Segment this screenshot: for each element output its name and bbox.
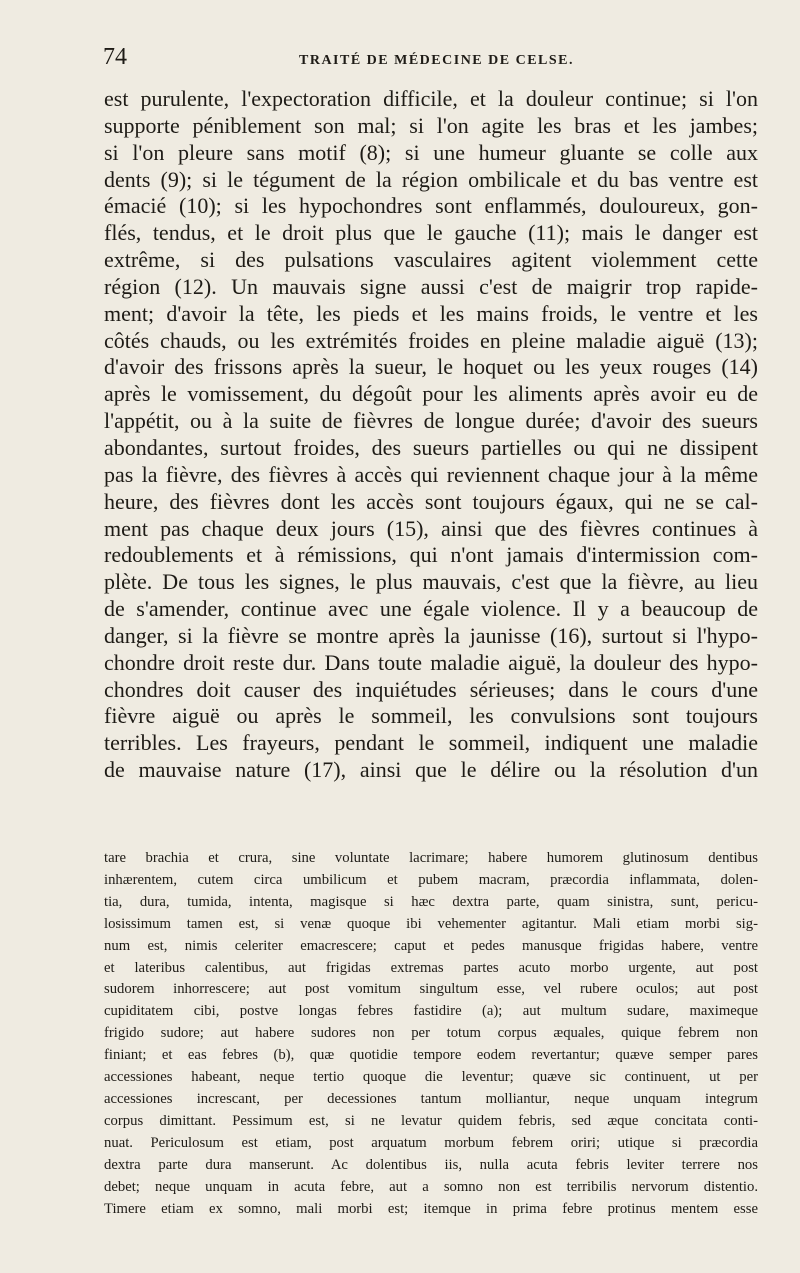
latin-line: accessiones increscant, per decessiones tantum molliantur, neque unquam integrum [104,1090,758,1107]
text-line: abondantes, surtout froides, des sueurs partielles ou qui ne dissipent [104,434,758,460]
text-line: supporte péniblement son mal; si l'on agite les bras et les jambes; [104,112,758,138]
running-title: TRAITÉ DE MÉDECINE DE CELSE. [299,53,574,68]
text-line: flés, tendus, et le droit plus que le gauche (11); mais le danger est [104,220,758,246]
latin-line: debet; neque unquam in acuta febre, aut a somno non est terribilis nervorum distentio. [104,1178,758,1195]
latin-line: dextra parte dura manserunt. Ac dolentibus iis, nulla acuta febris leviter terrere nos [104,1156,758,1173]
latin-original-text [104,848,758,1220]
latin-line: tia, dura, tumida, intenta, magisque si hæc dextra parte, quam sinistra, sunt, pericu- [104,893,758,910]
text-line: pas la fièvre, des fièvres à accès qui reviennent chaque jour à la même [104,461,758,487]
latin-line: num est, nimis celeriter emacrescere; caput et pedes manusque frigidas habere, ventre [104,937,758,954]
latin-line: losissimum tamen est, si venæ quoque ibi vehementer agitantur. Mali etiam morbi sig- [104,915,758,932]
latin-line: tare brachia et crura, sine voluntate lacrimare; habere humorem glutinosum dentibus [104,850,758,866]
page-header [103,44,783,78]
latin-line: Timere etiam ex somno, mali morbi est; itemque in prima febre protinus mentem esse [104,1200,758,1217]
text-line: chondres doit causer des inquiétudes sérieuses; dans le cours d'une [104,676,758,702]
text-line: plète. De tous les signes, le plus mauvais, c'est que la fièvre, au lieu [104,569,758,595]
text-line: région (12). Un mauvais signe aussi c'est de maigrir trop rapide- [104,273,758,299]
latin-line: finiant; et eas febres (b), quæ quotidie tempore eodem revertantur; quæve semper pares [104,1047,758,1064]
latin-line: cupiditatem cibi, postve longas febres fastidire (a); aut multum sudare, maximeque [104,1003,758,1020]
text-line: est purulente, l'expectoration difficile, et la douleur continue; si l'on [104,86,758,111]
text-line: l'appétit, ou à la suite de fièvres de longue durée; d'avoir des sueurs [104,408,758,434]
latin-line: et lateribus calentibus, aut frigidas extremas partes acuto morbo urgente, aut post [104,959,758,976]
text-line: émacié (10); si les hypochondres sont enflammés, douloureux, gon- [104,193,758,219]
text-line: si l'on pleure sans motif (8); si une humeur gluante se colle aux [104,139,758,165]
latin-line: frigido sudore; aut habere sudores non per totum corpus æquales, quique febrem non [104,1025,758,1042]
latin-line: sudorem inhorrescere; aut post vomitum singultum esse, vel rubere oculos; aut post [104,981,758,998]
text-line: côtés chauds, ou les extrémités froides en pleine maladie aiguë (13); [104,327,758,353]
text-line: fièvre aiguë ou après le sommeil, les convulsions sont toujours [104,703,758,729]
french-translation-text [104,86,758,784]
text-line: heure, des fièvres dont les accès sont toujours égaux, qui ne se cal- [104,488,758,514]
text-line: de s'amender, continue avec une égale violence. Il y a beaucoup de [104,596,758,622]
text-line: ment; d'avoir la tête, les pieds et les mains froids, le ventre et les [104,300,758,326]
text-line: dents (9); si le tégument de la région ombilicale et du bas ventre est [104,166,758,192]
text-line: après le vomissement, du dégoût pour les aliments après avoir eu de [104,381,758,407]
latin-line: accessiones habeant, neque tertio quoque die leventur; quæve sic continuent, ut per [104,1069,758,1086]
latin-line: inhærentem, cutem circa umbilicum et pubem macram, præcordia inflammata, dolen- [104,871,758,888]
text-line: de mauvaise nature (17), ainsi que le délire ou la résolution d'un [104,757,758,783]
text-line: ment pas chaque deux jours (15), ainsi que des fièvres continues à [104,515,758,541]
text-line: danger, si la fièvre se montre après la jaunisse (16), surtout si l'hypo- [104,622,758,648]
page-number: 74 [103,44,127,70]
text-line: terribles. Les frayeurs, pendant le sommeil, indiquent une maladie [104,730,758,756]
text-line: chondre droit reste dur. Dans toute maladie aiguë, la douleur des hypo- [104,649,758,675]
latin-line: nuat. Periculosum est etiam, post arquatum morbum febrem oriri; utique si præcordia [104,1134,758,1151]
text-line: extrême, si des pulsations vasculaires agitent violemment cette [104,247,758,273]
text-line: d'avoir des frissons après la sueur, le hoquet ou les yeux rouges (14) [104,354,758,380]
text-line: redoublements et à rémissions, qui n'ont jamais d'intermission com- [104,542,758,568]
latin-line: corpus dimittant. Pessimum est, si ne levatur quidem febris, sed æque concitata conti- [104,1112,758,1129]
